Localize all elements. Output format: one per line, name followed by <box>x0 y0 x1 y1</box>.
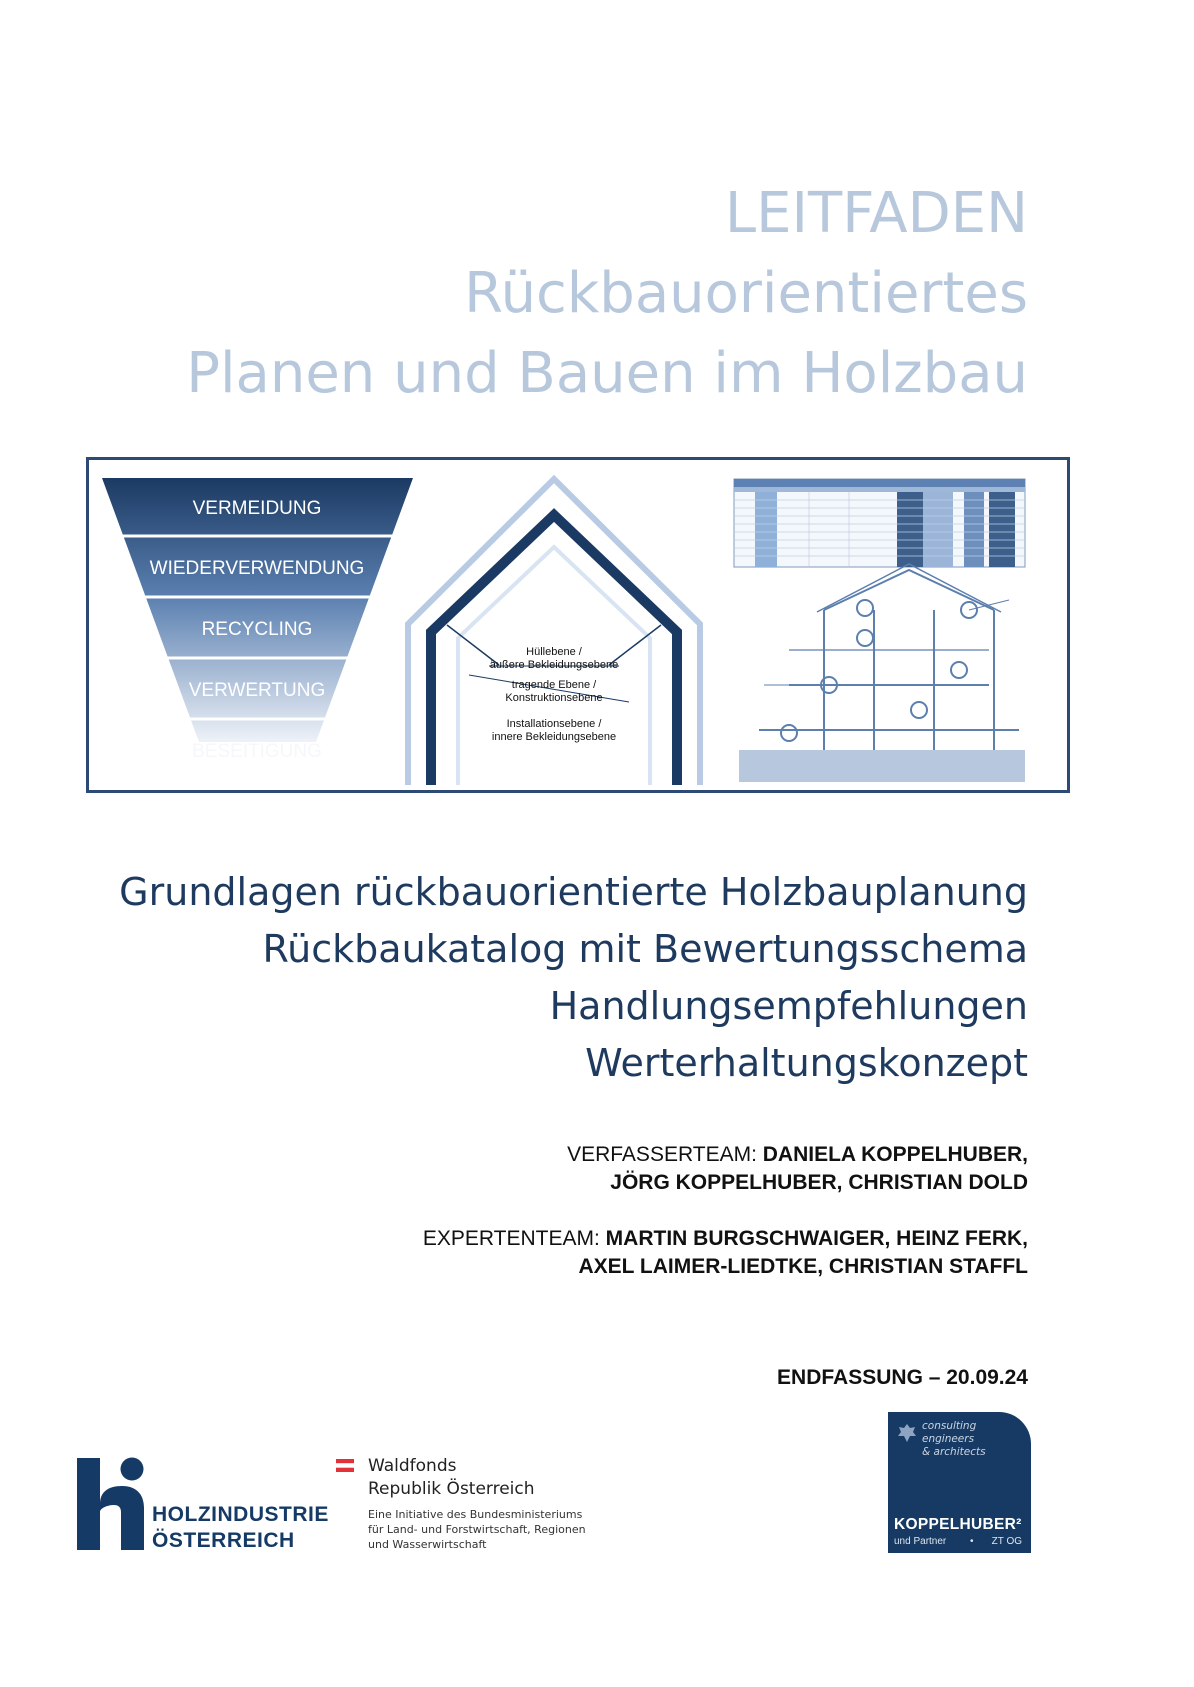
authors-line-1: DANIELA KOPPELHUBER, <box>762 1143 1028 1166</box>
koppelhuber-tag-2: & architects <box>922 1446 986 1458</box>
subtitle-line-3: Handlungsempfehlungen <box>549 984 1028 1028</box>
subtitle-line-1: Grundlagen rückbauorientierte Holzbauplanung <box>119 870 1028 914</box>
funnel-level-2: WIEDERVERWENDUNG <box>149 558 365 579</box>
waldfonds-line-2: Republik Österreich <box>368 1479 535 1499</box>
house-layer-2-line-2: Konstruktionsebene <box>505 692 603 704</box>
holzindustrie-wordmark <box>152 1502 329 1554</box>
koppelhuber-sub-1: und Partner <box>894 1536 947 1547</box>
koppelhuber-name: KOPPELHUBER² <box>894 1516 1022 1533</box>
funnel-level-5: BESEITIGUNG <box>192 741 322 762</box>
title-line-3: Planen und Bauen im Holzbau <box>186 341 1028 406</box>
experts-block <box>423 1225 1028 1281</box>
experts-label: EXPERTENTEAM: <box>422 1227 606 1250</box>
authors-block <box>567 1141 1028 1197</box>
koppelhuber-tag-1: consulting engineers <box>922 1420 977 1445</box>
waste-hierarchy-funnel <box>102 478 413 762</box>
version-date: ENDFASSUNG – 20.09.24 <box>777 1366 1028 1389</box>
subtitle-line-2: Rückbaukatalog mit Bewertungsschema <box>262 927 1028 971</box>
subtitle-block <box>119 864 1028 1092</box>
house-layer-2-line-1: tragende Ebene / <box>511 679 597 691</box>
title-line-1: LEITFADEN <box>724 181 1028 246</box>
hero-figure <box>86 457 1070 793</box>
funnel-level-1: VERMEIDUNG <box>192 498 322 519</box>
subtitle-line-4: Werterhaltungskonzept <box>585 1041 1028 1085</box>
koppelhuber-logo: consulting engineers & architects KOPPELHUBER² und Partner • ZT OG <box>888 1412 1031 1553</box>
holzindustrie-line-2: ÖSTERREICH <box>152 1529 295 1552</box>
house-layer-3-line-1: Installationsebene / <box>506 718 602 730</box>
title-line-2: Rückbauorientiertes <box>464 261 1028 326</box>
house-layer-1-line-2: äußere Bekleidungsebene <box>489 659 619 671</box>
eagle-crest-icon <box>896 1422 918 1444</box>
holzindustrie-line-1: HOLZINDUSTRIE <box>152 1503 329 1526</box>
evaluation-table-thumbnail <box>734 479 1025 567</box>
house-layer-3-line-2: innere Bekleidungsebene <box>491 731 617 743</box>
waldfonds-small-2: für Land- und Forstwirtschaft, Regionen <box>368 1523 586 1536</box>
austria-flag-icon <box>336 1459 354 1472</box>
funnel-level-3: RECYCLING <box>201 619 313 640</box>
experts-line-2: AXEL LAIMER-LIEDTKE, CHRISTIAN STAFFL <box>578 1255 1028 1278</box>
koppelhuber-sub-2: ZT OG <box>991 1536 1022 1547</box>
waldfonds-line-1: Waldfonds <box>368 1456 457 1476</box>
authors-label: VERFASSERTEAM: <box>567 1143 763 1166</box>
house-layer-1-line-1: Hüllebene / <box>526 646 582 658</box>
hero-illustration <box>89 460 1067 790</box>
waldfonds-small-3: und Wasserwirtschaft <box>368 1538 487 1551</box>
document-title <box>186 174 1028 414</box>
experts-line-1: MARTIN BURGSCHWAIGER, HEINZ FERK, <box>605 1227 1028 1250</box>
waldfonds-small-1: Eine Initiative des Bundesministeriums <box>368 1508 583 1521</box>
funnel-level-4: VERWERTUNG <box>188 680 326 701</box>
building-section-drawing <box>739 564 1025 782</box>
authors-line-2: JÖRG KOPPELHUBER, CHRISTIAN DOLD <box>610 1171 1028 1194</box>
